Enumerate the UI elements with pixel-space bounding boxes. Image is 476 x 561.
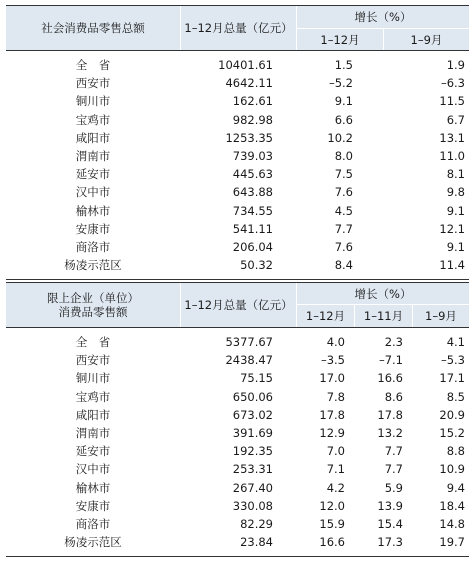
growth-1-12: 10.2 [327,131,353,145]
total-value: 50.32 [240,258,273,272]
growth-1-9: 19.7 [439,535,465,549]
growth-1-12: 1.5 [334,58,353,72]
growth-1-12: 8.4 [334,258,353,272]
growth-1-12: –5.2 [328,76,353,90]
column-header-period-2: 1–11月 [363,309,404,323]
growth-1-9: 10.9 [439,462,465,476]
column-header-category-line1: 限上企业（单位） [47,291,139,305]
region-name: 延安市 [75,167,111,181]
total-value: 10401.61 [218,58,273,72]
growth-1-9: 14.8 [439,517,465,531]
region-name: 安康市 [75,222,111,236]
growth-1-12: 16.6 [319,535,345,549]
enterprise-sales-table [6,282,469,557]
total-value: 23.84 [240,535,273,549]
region-name: 铜川市 [75,371,111,385]
growth-1-9: 9.4 [446,481,465,495]
growth-1-12: 7.5 [334,167,353,181]
total-value: 673.02 [232,408,273,422]
column-header-total: 1–12月总量（亿元） [184,298,293,312]
column-header-period-3: 1–9月 [425,309,457,323]
column-header-category: 社会消费品零售总额 [41,21,145,35]
total-value: 5377.67 [225,335,273,349]
growth-1-12: 15.9 [319,517,345,531]
growth-1-9: 1.9 [446,58,465,72]
region-name: 咸阳市 [75,408,111,422]
growth-1-9: 9.1 [446,240,465,254]
growth-1-9: –5.3 [440,353,465,367]
growth-1-12: 17.0 [319,371,345,385]
column-header-category-line2: 消费品零售额 [58,305,128,319]
growth-1-12: 12.0 [319,499,345,513]
region-name: 榆林市 [75,204,111,218]
region-name: 商洛市 [75,240,111,254]
growth-1-12: 7.8 [326,390,345,404]
region-name: 全 省 [75,58,111,72]
region-name: 西安市 [75,353,111,367]
total-value: 643.88 [232,185,273,199]
growth-1-12: 8.0 [334,149,353,163]
growth-1-9: 6.7 [446,113,465,127]
region-name: 渭南市 [75,426,111,440]
total-value: 541.11 [232,222,273,236]
growth-1-9: 11.5 [439,94,465,108]
growth-1-12: 7.1 [326,462,345,476]
header-rule [6,327,469,328]
total-value: 650.06 [232,390,273,404]
growth-1-12: 7.0 [326,444,345,458]
growth-1-12: 7.6 [334,240,353,254]
growth-1-12: 7.6 [334,185,353,199]
region-name: 西安市 [75,76,111,90]
growth-1-9: 12.1 [439,222,465,236]
growth-1-12: –3.5 [320,353,345,367]
growth-1-11: 17.3 [377,535,403,549]
total-value: 4642.11 [225,76,273,90]
growth-1-11: 16.6 [377,371,403,385]
growth-1-9: 4.1 [446,335,465,349]
total-value: 739.03 [232,149,273,163]
total-value: 267.40 [232,481,273,495]
growth-1-11: 17.8 [377,408,403,422]
total-value: 162.61 [232,94,273,108]
growth-1-9: 20.9 [439,408,465,422]
region-name: 全 省 [75,335,111,349]
total-value: 253.31 [232,462,273,476]
total-value: 206.04 [232,240,273,254]
growth-1-9: 8.1 [446,167,465,181]
total-value: 982.98 [232,113,273,127]
region-name: 杨凌示范区 [64,535,122,549]
region-name: 汉中市 [75,185,111,199]
growth-1-11: 13.9 [377,499,403,513]
growth-1-12: 7.7 [334,222,353,236]
column-header-growth: 增长（%） [354,10,412,24]
column-header-category [6,283,180,327]
growth-1-12: 6.6 [334,113,353,127]
column-header-period-1: 1–12月 [320,32,360,47]
growth-1-12: 17.8 [319,408,345,422]
total-value: 2438.47 [225,353,273,367]
growth-1-11: 15.4 [377,517,403,531]
growth-1-9: –6.3 [440,76,465,90]
growth-1-9: 17.1 [439,371,465,385]
region-name: 铜川市 [75,94,111,108]
column-header-total: 1–12月总量（亿元） [184,21,293,35]
growth-1-9: 8.5 [446,390,465,404]
growth-1-9: 11.0 [439,149,465,163]
bottom-rule [6,556,469,557]
region-name: 安康市 [75,499,111,513]
growth-1-9: 15.2 [439,426,465,440]
growth-1-12: 9.1 [334,94,353,108]
growth-1-9: 9.1 [446,204,465,218]
total-value: 445.63 [232,167,273,181]
region-name: 宝鸡市 [75,390,111,404]
region-name: 宝鸡市 [75,113,111,127]
growth-1-9: 8.8 [446,444,465,458]
total-value: 734.55 [232,204,273,218]
growth-1-9: 11.4 [439,258,465,272]
growth-1-11: 13.2 [377,426,403,440]
region-name: 榆林市 [75,481,111,495]
total-value: 192.35 [232,444,273,458]
growth-1-11: 7.7 [384,462,403,476]
total-value: 75.15 [240,371,273,385]
growth-1-9: 18.4 [439,499,465,513]
bottom-rule [6,279,469,280]
region-name: 汉中市 [75,462,111,476]
header-rule [6,50,469,51]
column-header-period-2: 1–9月 [410,32,443,47]
table-header [6,283,469,327]
growth-1-11: –7.1 [378,353,403,367]
growth-1-12: 12.9 [319,426,345,440]
total-value: 82.29 [240,517,273,531]
growth-1-11: 8.6 [384,390,403,404]
column-header-period-1: 1–12月 [305,309,346,323]
region-name: 渭南市 [75,149,111,163]
total-value: 330.08 [232,499,273,513]
growth-1-9: 13.1 [439,131,465,145]
region-name: 咸阳市 [75,131,111,145]
retail-sales-table [6,5,469,280]
growth-1-11: 2.3 [384,335,403,349]
total-value: 391.69 [232,426,273,440]
growth-1-11: 5.9 [384,481,403,495]
growth-1-12: 4.2 [326,481,345,495]
region-name: 杨凌示范区 [64,258,122,272]
growth-1-12: 4.5 [334,204,353,218]
region-name: 延安市 [75,444,111,458]
total-value: 1253.35 [225,131,273,145]
growth-1-9: 9.8 [446,185,465,199]
column-header-growth: 增长（%） [354,286,412,301]
region-name: 商洛市 [75,517,111,531]
table-header [6,6,469,50]
growth-1-11: 7.7 [384,444,403,458]
growth-1-12: 4.0 [326,335,345,349]
